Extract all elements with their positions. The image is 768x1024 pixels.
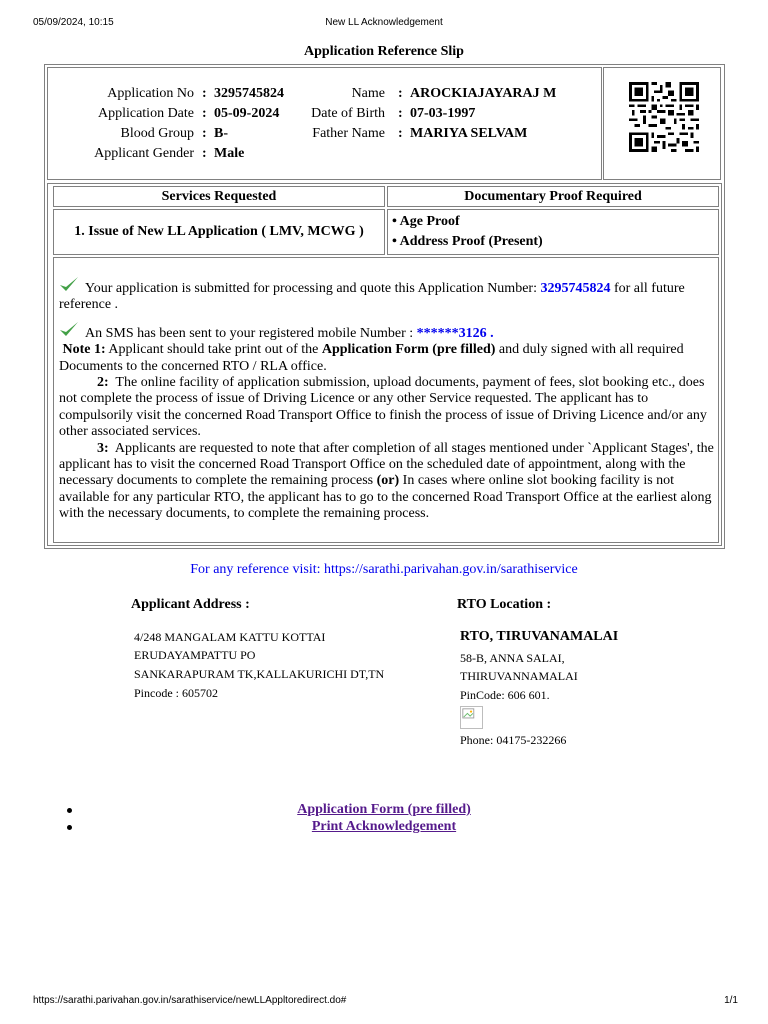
address-line: 4/248 MANGALAM KATTU KOTTAI [134, 630, 326, 644]
blood-group-label: Blood Group [120, 126, 194, 141]
application-no-value: 3295745824 [214, 86, 284, 101]
father-name-value: MARIYA SELVAM [410, 126, 528, 141]
submitted-text: Your application is submitted for processing and quote this Application Number: [85, 281, 537, 296]
applicant-info-box [47, 67, 602, 180]
note-2-text: The online facility of application submission, upload documents, payment of fees, slot booking etc., does not complete the process of issue of Driving Licence or any other Service requested. The applicant has to compulsorily visit the concerned Road Transport Office to finish the process of issue of Driving Licence and/or any other associated services. [59, 375, 707, 440]
qr-box [603, 67, 721, 180]
colon: : [202, 86, 207, 101]
submitted-application-number: 3295745824 [540, 281, 611, 296]
bullet [67, 808, 72, 813]
blood-group-value: B- [214, 126, 228, 141]
submitted-text-end: for all future reference . [59, 281, 685, 313]
slip-title: Application Reference Slip [304, 44, 464, 59]
broken-image-icon [460, 706, 483, 729]
list-item [0, 802, 768, 819]
dob-label: Date of Birth [311, 106, 385, 121]
colon: : [398, 86, 403, 101]
application-no-label: Application No [107, 86, 194, 101]
note-1-text: Applicant should take print out of the [108, 342, 319, 358]
note-3-text: Applicants are requested to note that after completion of all stages mentioned under `Applicant Stages', the applicant has to visit the concerned Road Transport Office on the scheduled date of appointment, along with the necessary documents to complete the remaining process [59, 440, 714, 489]
print-page-title: New LL Acknowledgement [325, 17, 443, 28]
name-value: AROCKIAJAYARAJ M [410, 86, 557, 101]
colon: : [398, 106, 403, 121]
bullet [67, 825, 72, 830]
print-acknowledgement-link[interactable]: Print Acknowledgement [311, 819, 457, 834]
father-name-label: Father Name [312, 126, 385, 141]
messages-box [53, 257, 719, 543]
gender-value: Male [214, 146, 245, 161]
application-form-link[interactable]: Application Form (pre filled) [297, 802, 471, 817]
rto-name: RTO, TIRUVANAMALAI [460, 629, 619, 644]
list-item [0, 819, 768, 836]
print-footer [0, 995, 768, 1009]
sms-message [59, 321, 714, 342]
colon: : [202, 146, 207, 161]
gender-label: Applicant Gender [94, 146, 194, 161]
sms-mobile-number: ******3126 . [416, 325, 494, 341]
documentary-proof-header: Documentary Proof Required [387, 186, 719, 207]
check-icon [59, 276, 79, 293]
sms-text: An SMS has been sent to your registered mobile Number : [85, 325, 414, 341]
action-links [0, 802, 768, 836]
note-3-text-end: In cases where online slot booking facility is not available for any particular RTO, the applicant has to go to the concerned Road Transport Office at the earliest along with the necessary documents, to complete the remaining process. [59, 473, 712, 522]
note-1-bold: Application Form (pre filled) [321, 342, 496, 358]
qr-code-icon [629, 82, 699, 152]
proof-item: • Age Proof [392, 214, 460, 229]
note-1-label: Note 1: [62, 342, 106, 358]
note-2-label: 2: [97, 375, 109, 391]
address-line: SANKARAPURAM TK,KALLAKURICHI DT,TN [134, 667, 385, 681]
note-3-or: (or) [376, 473, 400, 489]
rto-address-line: THIRUVANNAMALAI [460, 669, 578, 683]
rto-pincode: PinCode: 606 601. [460, 688, 550, 702]
note-3 [59, 441, 714, 523]
service-item [53, 209, 385, 255]
rto-phone: Phone: 04175-232266 [460, 733, 567, 747]
services-requested-header: Services Requested [53, 186, 385, 207]
note-1 [59, 342, 714, 375]
slip-container [44, 64, 725, 549]
print-page-number: 1/1 [724, 995, 738, 1006]
colon: : [398, 126, 403, 141]
colon: : [202, 106, 207, 121]
rto-location-heading: RTO Location : [457, 597, 552, 612]
reference-link-text: For any reference visit: https://sarathi.parivahan.gov.in/sarathiservice [190, 562, 578, 577]
application-date-value: 05-09-2024 [214, 106, 280, 121]
note-2 [59, 375, 714, 441]
address-pincode: Pincode : 605702 [134, 686, 218, 700]
note-1-text-end: and duly signed with all required Documents to the concerned RTO / RLA office. [59, 342, 684, 374]
rto-address-line: 58-B, ANNA SALAI, [460, 651, 565, 665]
address-line: ERUDAYAMPATTU PO [134, 648, 256, 662]
colon: : [202, 126, 207, 141]
note-3-label: 3: [97, 440, 109, 456]
proof-list [387, 209, 719, 255]
submitted-message [59, 276, 714, 314]
proof-item: • Address Proof (Present) [392, 234, 543, 249]
print-datetime: 05/09/2024, 10:15 [33, 17, 114, 28]
print-url: https://sarathi.parivahan.gov.in/sarathiservice/newLLAppltoredirect.do# [33, 995, 347, 1006]
dob-value: 07-03-1997 [410, 106, 476, 121]
name-label: Name [351, 86, 385, 101]
applicant-address-heading: Applicant Address : [131, 597, 250, 612]
service-item-label: 1. Issue of New LL Application ( LMV, MCWG ) [74, 224, 364, 239]
application-date-label: Application Date [97, 106, 194, 121]
services-section [47, 183, 722, 546]
check-icon [59, 321, 79, 338]
print-header [0, 17, 768, 31]
